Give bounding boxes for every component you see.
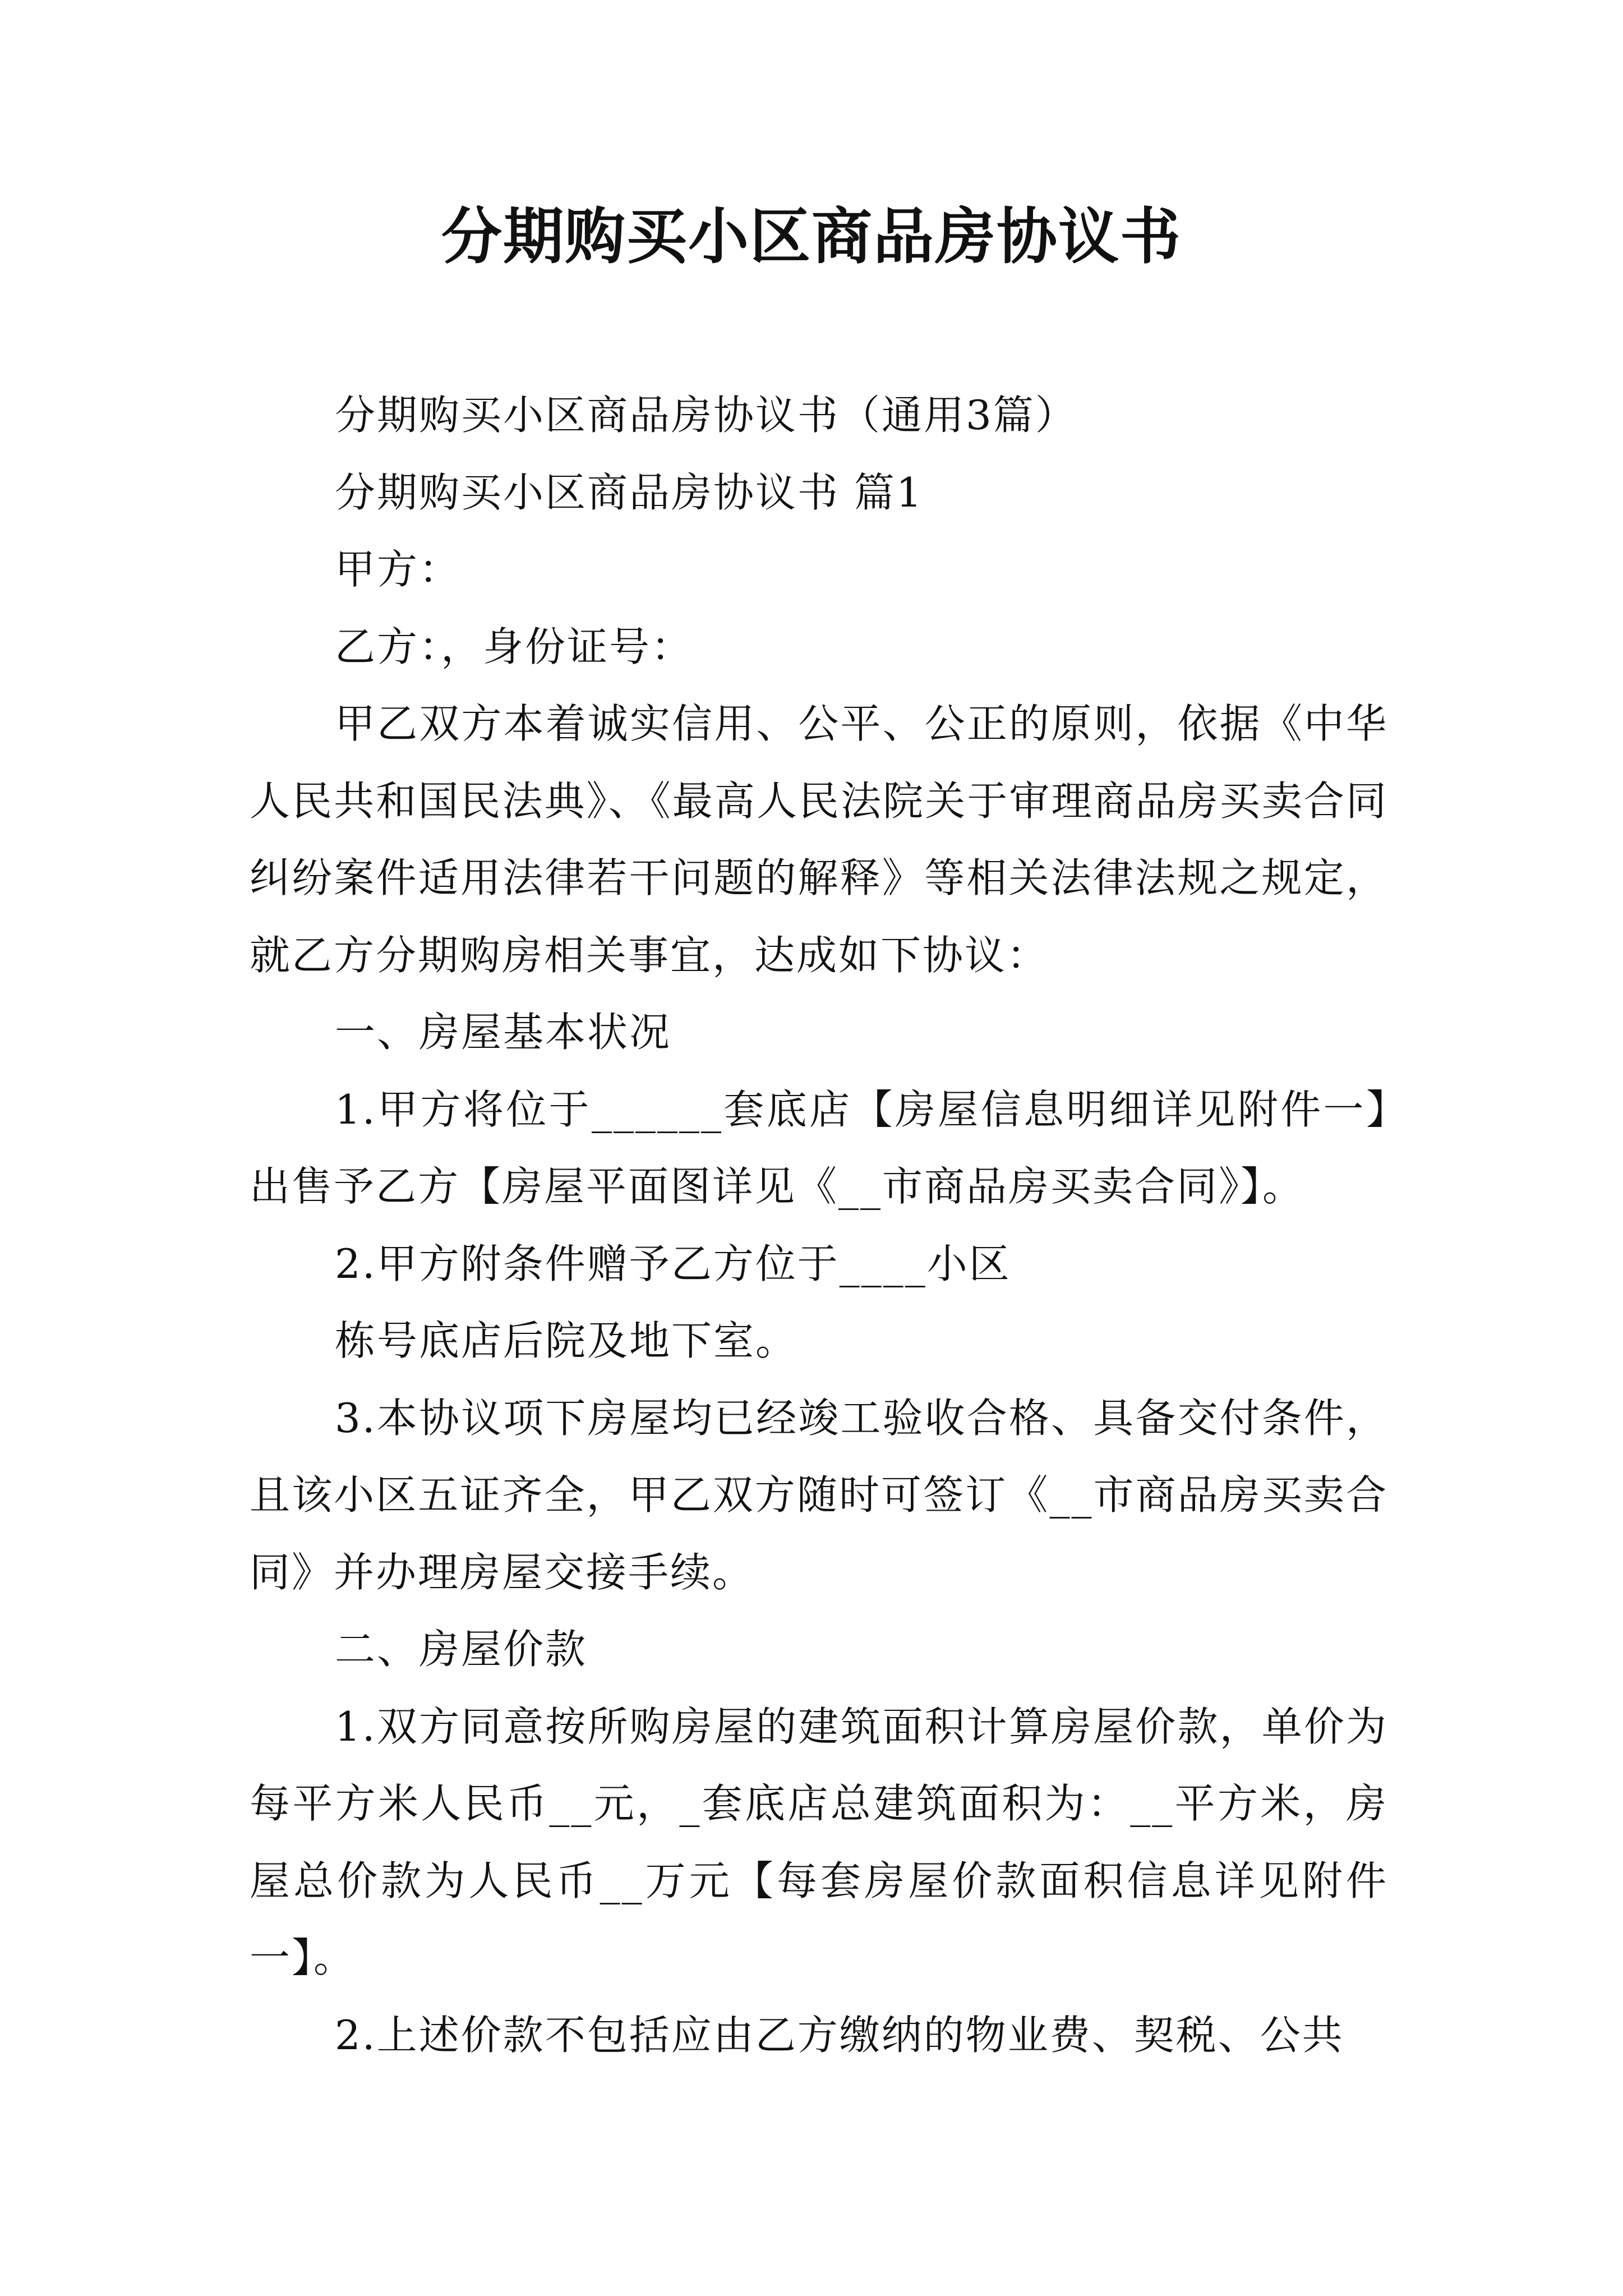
paragraph-clause-2-2: 2.上述价款不包括应由乙方缴纳的物业费、契税、公共 (335, 2011, 1344, 2059)
paragraph-clause-2-1: 1.双方同意按所购房屋的建筑面积计算房屋价款，单价为每平方米人民币__元，_套底店总建筑面积为：__平方米，房屋总价款为人民币__万元【每套房屋价款面积信息详见附件一】。 (250, 1703, 1388, 1981)
paragraph-party-b: 乙方：，身份证号： (335, 623, 694, 670)
paragraph-clause-1-2-cont: 栋号底店后院及地下室。 (335, 1317, 798, 1364)
paragraph-clause-1-1: 1.甲方将位于______套底店【房屋信息明细详见附件一】出售予乙方【房屋平面图详见《__市商品房买卖合同》】。 (250, 1085, 1388, 1210)
paragraph-clause-1-3: 3.本协议项下房屋均已经竣工验收合格、具备交付条件，且该小区五证齐全，甲乙双方随时可签订《__市商品房买卖合同》并办理房屋交接手续。 (250, 1394, 1388, 1596)
document-body (250, 377, 1388, 2074)
document-title: 分期购买小区商品房协议书 (441, 201, 1182, 272)
paragraph-party-a: 甲方： (335, 546, 462, 593)
paragraph-section-heading: 分期购买小区商品房协议书 篇1 (335, 468, 924, 516)
paragraph-preamble: 甲乙双方本着诚实信用、公平、公正的原则，依据《中华人民共和国民法典》、《最高人民法院关于审理商品房买卖合同纠纷案件适用法律若干问题的解释》等相关法律法规之规定，就乙方分期购房相关事宜，达成如下协议： (250, 700, 1388, 979)
paragraph-clause-1-2: 2.甲方附条件赠予乙方位于____小区 (335, 1240, 1011, 1287)
paragraph-clause-heading-1: 一、房屋基本状况 (335, 1009, 672, 1056)
paragraph-subtitle: 分期购买小区商品房协议书（通用3篇） (335, 392, 1077, 439)
paragraph-clause-heading-2: 二、房屋价款 (335, 1626, 588, 1673)
